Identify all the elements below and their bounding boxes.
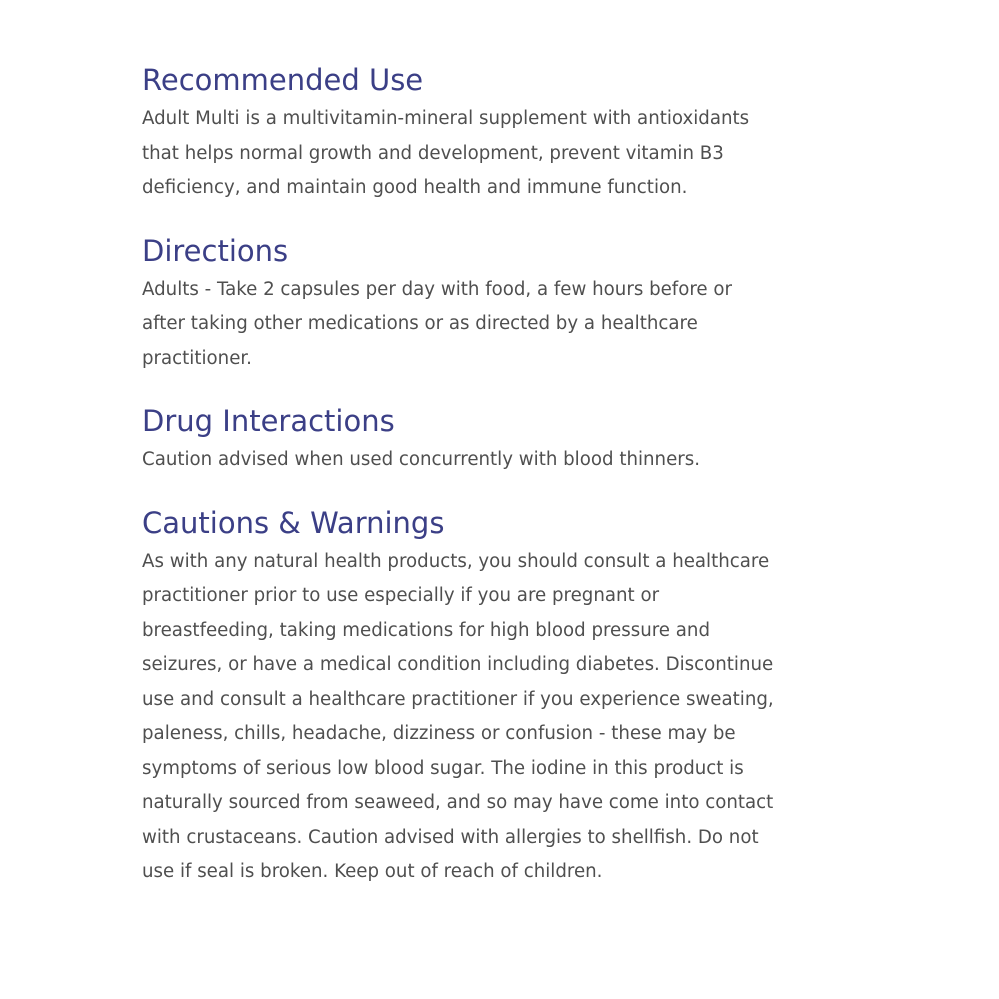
section-body <box>142 102 842 206</box>
section-drug-interactions <box>142 399 842 478</box>
section-recommended-use <box>142 58 842 206</box>
section-cautions-warnings <box>142 501 842 890</box>
body-line: symptoms of serious low blood sugar. The iodine in this product is <box>142 757 744 779</box>
body-line: Caution advised when used concurrently with blood thinners. <box>142 449 701 470</box>
body-line: use and consult a healthcare practitioner if you experience sweating, <box>142 688 774 710</box>
section-directions <box>142 229 842 377</box>
body-line: practitioner. <box>142 347 252 369</box>
body-line: breastfeeding, taking medications for high blood pressure and <box>142 619 710 641</box>
body-line: seizures, or have a medical condition including diabetes. Discontinue <box>142 654 774 675</box>
body-line: As with any natural health products, you should consult a healthcare <box>142 550 770 572</box>
body-line: after taking other medications or as directed by a healthcare <box>142 313 698 334</box>
body-line: paleness, chills, headache, dizziness or confusion - these may be <box>142 723 736 744</box>
body-line: naturally sourced from seaweed, and so may have come into contact <box>142 792 774 813</box>
section-body <box>142 273 842 377</box>
section-body <box>142 443 842 478</box>
section-heading: Recommended Use <box>142 63 424 97</box>
body-line: Adults - Take 2 capsules per day with food, a few hours before or <box>142 278 732 300</box>
section-heading: Cautions & Warnings <box>142 505 445 540</box>
section-heading: Directions <box>142 233 289 268</box>
body-line: Adult Multi is a multivitamin-mineral supplement with antioxidants <box>142 108 750 129</box>
body-line: that helps normal growth and development, prevent vitamin B3 <box>142 142 724 164</box>
section-body <box>142 545 842 890</box>
section-heading: Drug Interactions <box>142 404 395 438</box>
body-line: with crustaceans. Caution advised with allergies to shellfish. Do not <box>142 826 759 848</box>
body-line: deficiency, and maintain good health and immune function. <box>142 177 688 198</box>
body-line: use if seal is broken. Keep out of reach of children. <box>142 861 603 882</box>
body-line: practitioner prior to use especially if you are pregnant or <box>142 585 660 606</box>
product-info <box>142 58 842 890</box>
